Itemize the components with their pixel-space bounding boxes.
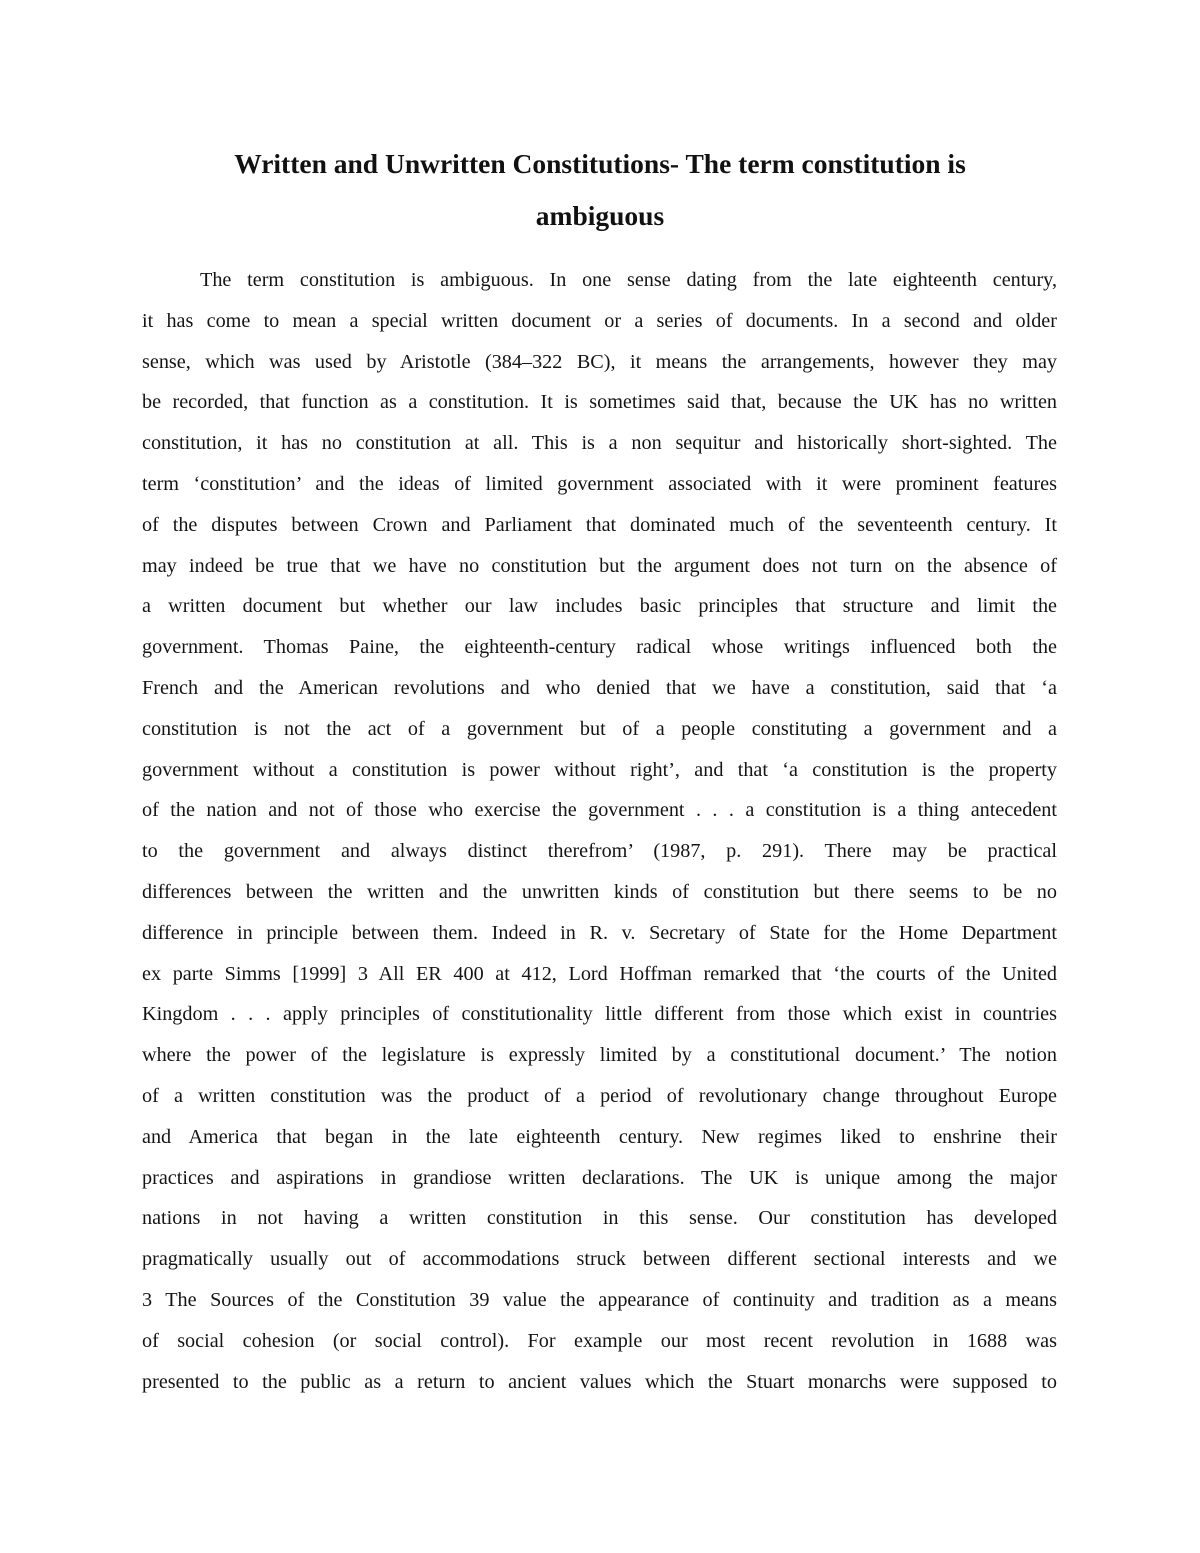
body-line: of social cohesion (or social control). For example our most recent revolution in 1688 was [142,1329,1057,1352]
body-line: and America that began in the late eighteenth century. New regimes liked to enshrine their [142,1125,1057,1148]
body-line: government without a constitution is power without right’, and that ‘a constitution is the property [142,758,1057,781]
body-line: of the nation and not of those who exercise the government . . . a constitution is a thing antecedent [142,799,1057,822]
body-line: be recorded, that function as a constitution. It is sometimes said that, because the UK has no written [142,391,1057,414]
body-line: a written document but whether our law includes basic principles that structure and limit the [142,595,1057,618]
document-title-line-1: Written and Unwritten Constitutions- The term constitution is [234,148,966,179]
body-line: where the power of the legislature is expressly limited by a constitutional document.’ The notion [142,1044,1057,1067]
body-line: to the government and always distinct therefrom’ (1987, p. 291). There may be practical [142,840,1057,863]
body-line: differences between the written and the unwritten kinds of constitution but there seems to be no [142,880,1057,903]
body-line: ex parte Simms [1999] 3 All ER 400 at 412, Lord Hoffman remarked that ‘the courts of the United [142,962,1057,985]
document-body [142,260,1057,1402]
body-line: Kingdom . . . apply principles of constitutionality little different from those which exist in countries [142,1003,1057,1026]
body-line: sense, which was used by Aristotle (384–322 BC), it means the arrangements, however they may [142,350,1057,373]
document-title [150,138,1050,242]
body-line: it has come to mean a special written document or a series of documents. In a second and older [142,309,1057,332]
body-line: pragmatically usually out of accommodations struck between different sectional interests and we [142,1248,1057,1271]
body-line: presented to the public as a return to ancient values which the Stuart monarchs were supposed to [142,1370,1057,1393]
body-line: 3 The Sources of the Constitution 39 value the appearance of continuity and tradition as a means [142,1288,1057,1311]
body-line: constitution is not the act of a government but of a people constituting a government and a [142,717,1057,740]
body-line: French and the American revolutions and who denied that we have a constitution, said that ‘a [142,676,1057,699]
body-line: may indeed be true that we have no constitution but the argument does not turn on the absence of [142,554,1057,577]
document-title-line-2: ambiguous [535,200,665,231]
body-line: difference in principle between them. Indeed in R. v. Secretary of State for the Home Department [142,921,1057,944]
body-line: practices and aspirations in grandiose written declarations. The UK is unique among the major [142,1166,1057,1189]
body-line: The term constitution is ambiguous. In one sense dating from the late eighteenth century, [200,269,1057,291]
body-line: nations in not having a written constitution in this sense. Our constitution has developed [142,1207,1057,1230]
body-line: term ‘constitution’ and the ideas of limited government associated with it were prominent features [142,472,1057,495]
body-line: government. Thomas Paine, the eighteenth-century radical whose writings influenced both the [142,636,1057,659]
body-line: of the disputes between Crown and Parliament that dominated much of the seventeenth century. It [142,513,1057,536]
body-line: of a written constitution was the product of a period of revolutionary change throughout Europe [142,1084,1057,1107]
body-line: constitution, it has no constitution at all. This is a non sequitur and historically short-sighted. The [142,432,1057,455]
